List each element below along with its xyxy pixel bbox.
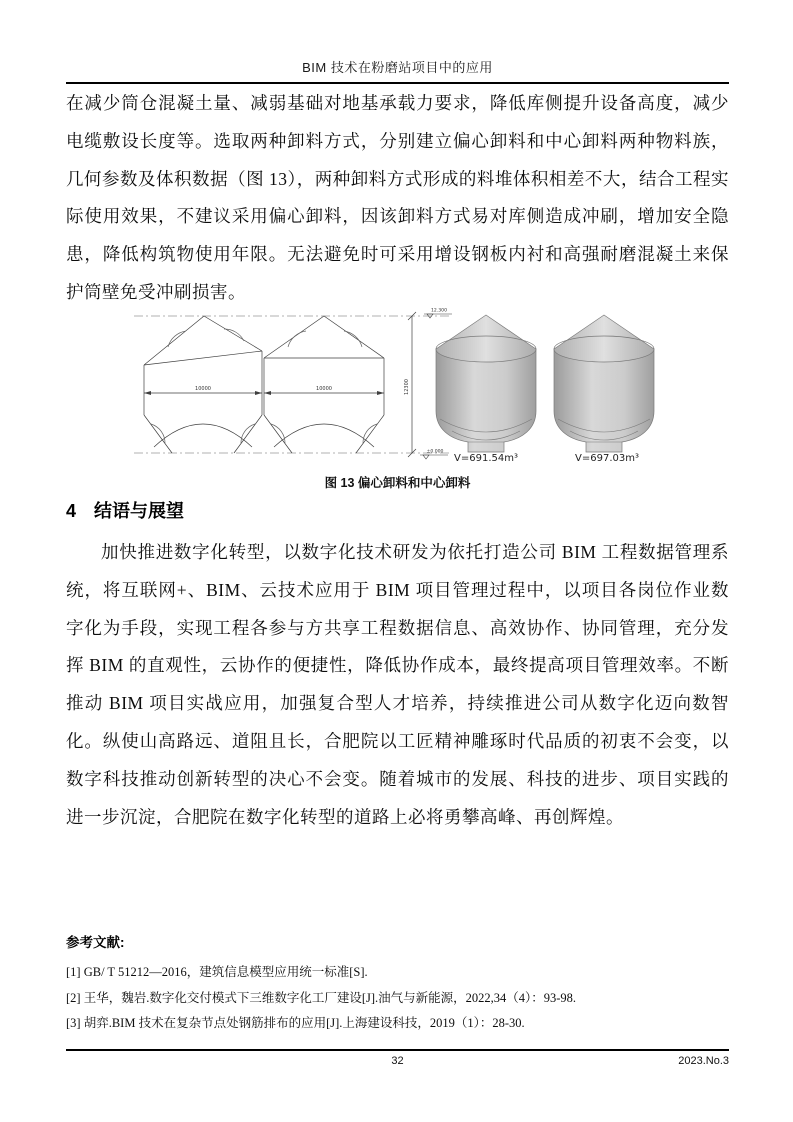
volume-label-center: V=697.03m³ (575, 453, 639, 464)
page-footer (66, 1049, 729, 1071)
dim-height-label: 12300 (404, 379, 410, 395)
silo-3d-center (554, 315, 654, 452)
section-number: 4 (66, 501, 77, 521)
silo-drawing-eccentric (144, 316, 262, 453)
volume-label-eccentric: V=691.54m³ (454, 453, 518, 464)
svg-text:12.300: 12.300 (430, 308, 448, 314)
dim-width-right-label: 10000 (316, 386, 332, 392)
silo-diagram (134, 303, 734, 471)
elevation-top (424, 308, 452, 319)
paragraph-intro: 在减少筒仓混凝土量、减弱基础对地基承载力要求，降低库侧提升设备高度，减少电缆敷设长度等。选取两种卸料方式，分别建立偏心卸料和中心卸料两种物料族，几何参数及体积数据（图 13），两种卸料方式形成的料堆体积相差不大，结合工程实际使用效果，不建议采用偏心卸料，因该卸料方式易对库侧造成冲刷，增加安全隐患，降低构筑物使用年限。无法避免时可采用增设钢板内衬和高强耐磨混凝土来保护筒壁免受冲刷损害。 (66, 93, 729, 302)
references-section (66, 931, 729, 1037)
reference-item: [3] 胡弈.BIM 技术在复杂节点处钢筋排布的应用[J].上海建设科技，2019（1）：28-30. (66, 1016, 525, 1030)
dim-width-left-label: 10000 (195, 386, 211, 392)
reference-item: [1] GB/ T 51212—2016，建筑信息模型应用统一标准[S]. (66, 965, 368, 979)
silo-3d-eccentric (436, 315, 536, 452)
page-number: 32 (391, 1055, 404, 1067)
elevation-bottom (420, 449, 448, 460)
section-heading (66, 497, 729, 523)
figure-caption: 图 13 偏心卸料和中心卸料 (324, 476, 471, 490)
issue-label: 2023.No.3 (678, 1055, 729, 1067)
figure-13 (134, 303, 734, 471)
page-header (66, 57, 729, 84)
references-heading: 参考文献: (66, 935, 125, 950)
running-title: BIM 技术在粉磨站项目中的应用 (302, 60, 493, 75)
paragraph-conclusion: 加快推进数字化转型，以数字化技术研发为依托打造公司 BIM 工程数据管理系统，将互联网+、BIM、云技术应用于 BIM 项目管理过程中，以项目各岗位作业数字化为手段，实现工程各参与方共享工程数据信息、高效协作、协同管理，充分发挥 BIM 的直观性，云协作的便捷性，降低协作成本，最终提高项目管理效率。不断推动 BIM 项目实战应用，加强复合型人才培养，持续推进公司从数字化迈向数智化。纵使山高路远、道阻且长，合肥院以工匠精神雕琢时代品质的初衷不会变，以数字科技推动创新转型的决心不会变。随着城市的发展、科技的进步、项目实践的进一步沉淀，合肥院在数字化转型的道路上必将勇攀高峰、再创辉煌。 (66, 542, 729, 827)
section-title: 结语与展望 (94, 501, 185, 521)
silo-drawing-center (264, 316, 384, 453)
svg-text:±0.000: ±0.000 (426, 449, 444, 455)
reference-item: [2] 王华，魏岩.数字化交付模式下三维数字化工厂建设[J].油气与新能源，2022,34（4）：93-98. (66, 990, 577, 1005)
